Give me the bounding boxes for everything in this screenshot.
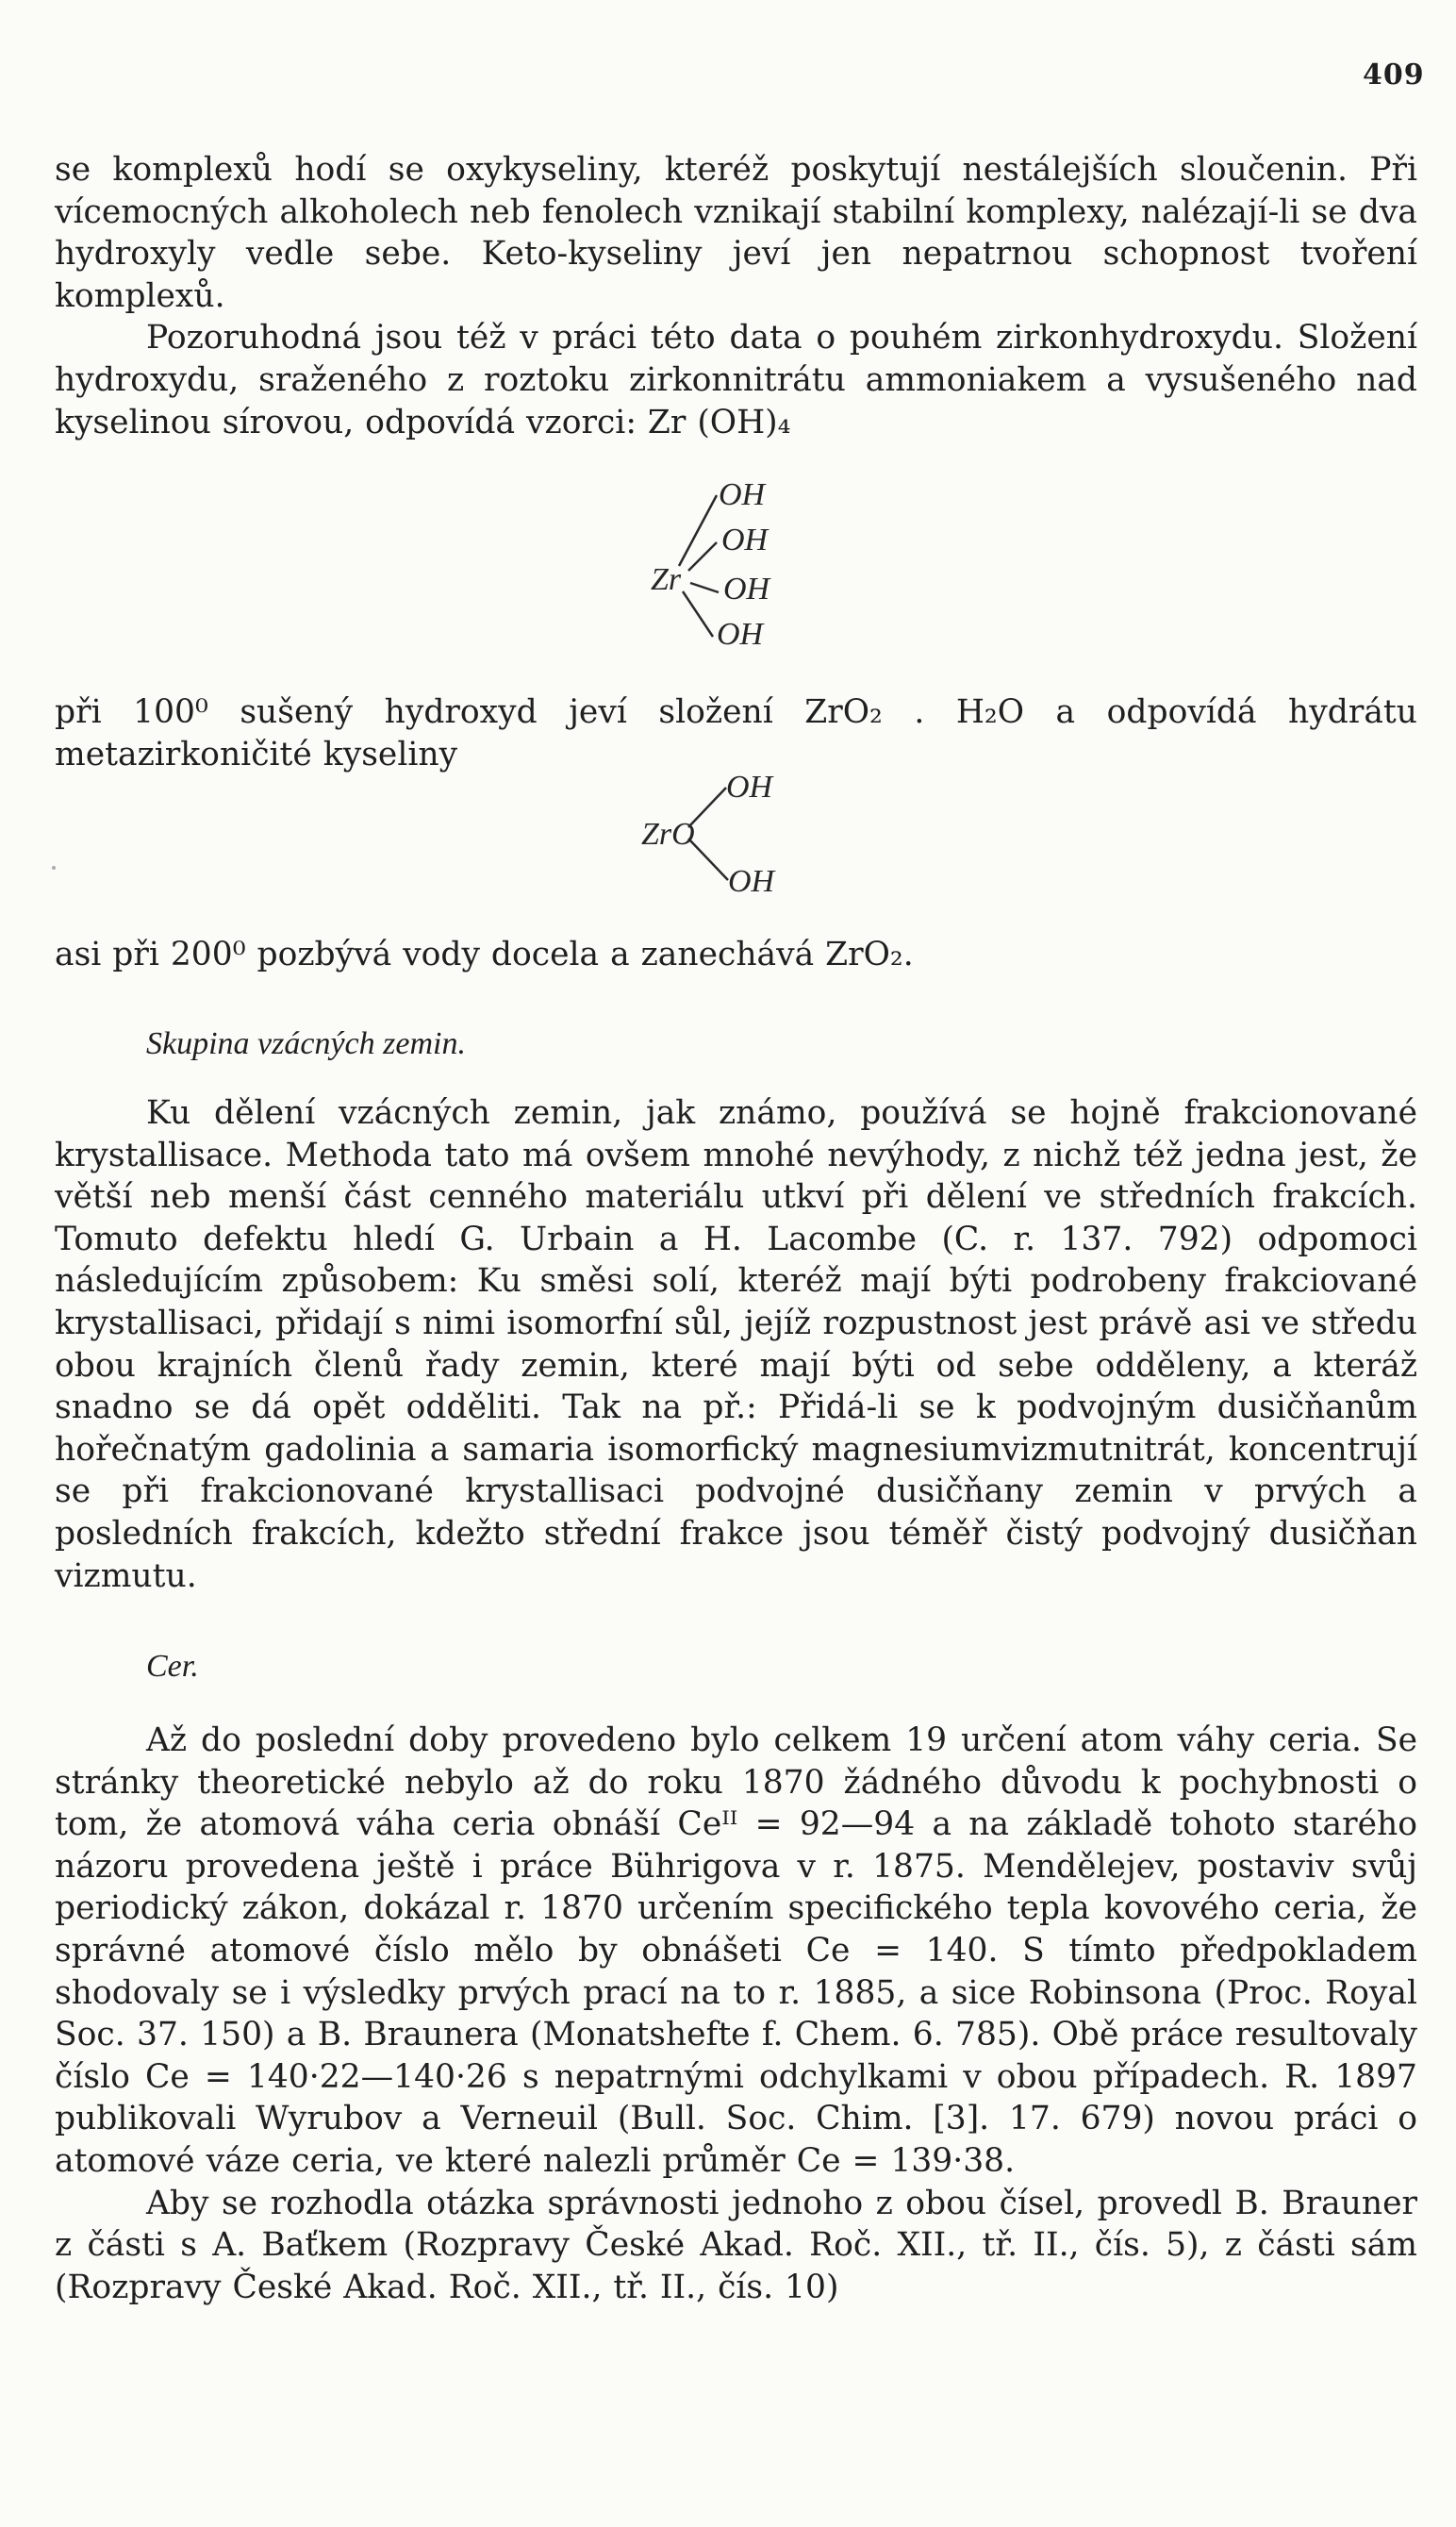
formula-group-1: OH: [719, 477, 766, 512]
page-number: 409: [1363, 58, 1425, 91]
paragraph-zro2-h2o: při 100⁰ sušený hydroxyd jeví složení ZrO₂ . H₂O a odpovídá hydrátu metazirkoničité kyseliny: [55, 693, 1417, 773]
text-block-1: [55, 149, 1417, 443]
formula-group-3: OH: [723, 572, 770, 607]
paragraph-komplexy: se komplexů hodí se oxykyseliny, kteréž poskytují nestálejších sloučenin. Při vícemocných alkoholech neb fenolech vznikají stabilní komplexy, nalézají-li se dva hydroxyly vedle sebe. Keto-kyseliny jeví jen nepatrnou schopnost tvoření komplexů.: [55, 151, 1417, 315]
formula-group-4: OH: [717, 617, 764, 652]
text-block-4: [55, 1092, 1417, 1597]
formula-group-2: OH: [721, 523, 769, 557]
speck: [52, 866, 56, 870]
formula-zro-oh2: [641, 769, 868, 910]
formula-2-center: ZrO: [641, 817, 695, 852]
paragraph-zirkonhydroxyd: Pozoruhodná jsou též v práci této data o pouhém zirkonhydroxydu. Složení hydroxydu, sraženého z roztoku zirkonnitrátu ammoniakem a vysušeného nad kyselinou sírovou, odpovídá vzorci: Zr (OH)₄: [55, 319, 1417, 441]
paragraph-frakcionace: Ku dělení vzácných zemin, jak známo, používá se hojně frakcionované krystallisace. Methoda tato má ovšem mnohé nevýhody, z nichž též jedna jest, že větší neb menší část cenného materiálu utkví při dělení ve středních frakcích. Tomuto defektu hledí G. Urbain a H. Lacombe (C. r. 137. 792) odpomoci následujícím způsobem: Ku směsi solí, kteréž mají býti podrobeny frakciované krystallisaci, přidají s nimi isomorfní sůl, jejíž rozpustnost jest právě asi ve středu obou krajních členů řady zemin, které mají býti od sebe odděleny, a kteráž snadno se dá opět odděliti. Tak na př.: Přidá-li se k podvojným dusičňanům hořečnatým gadolinia a samaria isomorfický magnesiumvizmutnitrát, koncentrují se při frakcionované krystallisaci podvojné dusičňany zemin v prvých a posledních frakcích, kdežto střední frakce jsou téměř čistý podvojný dusičňan vizmutu.: [55, 1094, 1417, 1595]
formula-2-group-2: OH: [728, 864, 775, 899]
paragraph-zro2: asi při 200⁰ pozbývá vody docela a zanechává ZrO₂.: [55, 936, 914, 973]
paragraph-atomova-vaha: Až do poslední doby provedeno bylo celkem 19 určení atom váhy ceria. Se stránky theoretické nebylo až do roku 1870 žádného důvodu k pochybnosti o tom, že atomová váha ceria obnáší Ceᴵᴵ = 92—94 a na základě tohoto starého názoru provedena ještě i práce Bührigova v r. 1875. Mendělejev, postaviv svůj periodický zákon, dokázal r. 1870 určením specifického tepla kovového ceria, že správné atomové číslo mělo by obnášeti Ce = 140. S tímto předpokladem shodovaly se i výsledky prvých prací na to r. 1885, a sice Robinsona (Proc. Royal Soc. 37. 150) a B. Braunera (Monatshefte f. Chem. 6. 785). Obě práce resultovaly číslo Ce = 140·22—140·26 s nepatrnými odchylkami v obou případech. R. 1897 publikovali Wyrubov a Verneuil (Bull. Soc. Chim. [3]. 17. 679) novou práci o atomové váze ceria, ve které nalezli průměr Ce = 139·38.: [55, 1721, 1417, 2180]
text-block-2: [55, 691, 1417, 775]
text-block-3: [55, 934, 1417, 976]
heading-vzacne-zeminy: Skupina vzácných zemin.: [146, 1026, 466, 1061]
heading-cer: Cer.: [146, 1649, 199, 1684]
text-block-5: [55, 1720, 1417, 2308]
paragraph-brauner: Aby se rozhodla otázka správnosti jednoho z obou čísel, provedl B. Brauner z části s A. Baťkem (Rozpravy České Akad. Roč. XII., tř. II., čís. 5), z části sám (Rozpravy České Akad. Roč. XII., tř. II., čís. 10): [55, 2184, 1417, 2306]
formula-2-group-1: OH: [726, 770, 773, 805]
formula-center: Zr: [651, 562, 682, 597]
formula-zr-oh4: [651, 476, 877, 656]
